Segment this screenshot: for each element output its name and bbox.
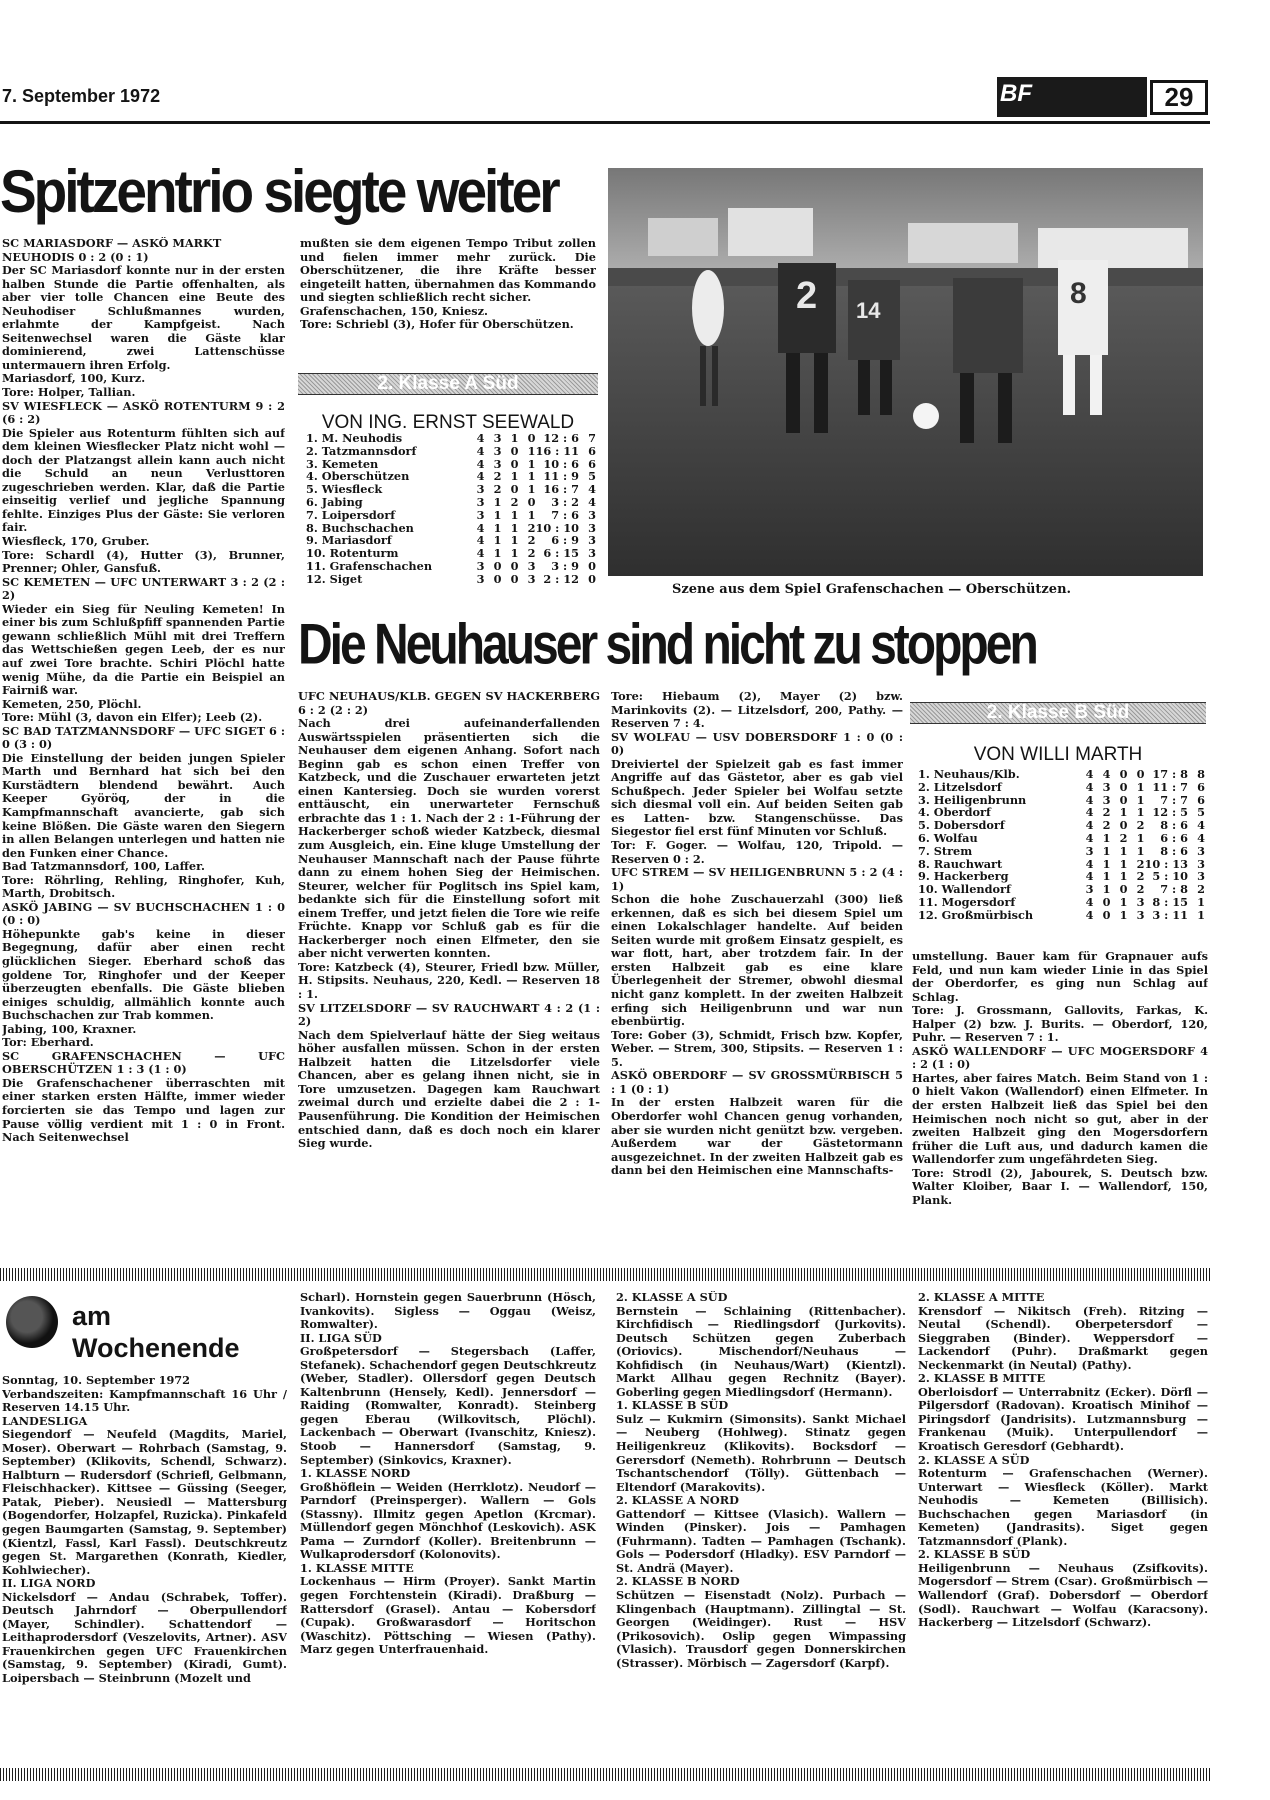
section-divider-top xyxy=(0,1268,1210,1281)
team-name: 7. Loipersdorf xyxy=(306,507,396,522)
stat-cell: 1 xyxy=(1102,830,1111,845)
stat-cell: 1 xyxy=(493,494,502,509)
stat-cell: 4 xyxy=(588,482,596,497)
article-2-column-1: UFC NEUHAUS/KLB. GEGEN SV HACKERBERG 6 : 2 (2 : 2) Nach drei aufeinanderfallenden Auswärtsspielen präsentierten sich die Neuhauser dem eigenen Anhang. Sofort nach Beginn gab es schon einen Treffer von Katzbeck, und die Zuschauer erwarteten jetzt einen Kantersieg. Doch sie wurden vorerst enttäuscht, ein unerwarteter Fernschuß erbrachte das 1 : 1. Nach der 2 : 1-Führung der Hackerberger schoß wieder Katzbeck, diesmal zum Ausgleich, ein. Eine kluge Umstellung der Neuhauser Mannschaft nach der Pause führte dann zu einem hohen Sieg der Heimischen. Steurer, welcher für Poglitsch ins Spiel kam, bedankte sich für die Einstellung sofort mit einem Treffer, und jetzt fielen die Tore wie reife Früchte. Knapp vor Schluß gab es für die Hackerberger noch einen Elfmeter, den sie aber nicht verwerten konnten. Tore: Katzbeck (4), Steurer, Friedl bzw. Müller, H. Stipsits. Neuhaus, 220, Kedl. — Reserven 18 : 1. SV LITZELSDORF — SV RAUCHWART 4 : 2 (1 : 2) Nach dem Spielverlauf hätte der Sieg weitaus höher ausfallen müssen. Schon in der ersten Halbzeit hatten die Litzelsdorfer viele Chancen, aber es gelang ihnen nicht, sie in Tore umzusetzen. Dagegen kam Rauchwart zweimal durch und erzielte dabei die 2 : 1-Pausenführung. Die Kondition der Heimischen entschied dann, daß es doch noch ein klarer Sieg wurde. xyxy=(298,690,600,1151)
team-name: 4. Oberdorf xyxy=(918,805,991,820)
stat-cell: 6 xyxy=(1197,779,1205,794)
stat-cell: 3 xyxy=(1136,894,1145,909)
stat-cell: 1 xyxy=(1136,792,1145,807)
stat-cell: 2 xyxy=(1136,882,1145,897)
stat-cell: 2 xyxy=(527,520,536,535)
stat-cell: 1 xyxy=(510,546,519,561)
stat-cell: 1 xyxy=(527,456,536,471)
stat-cell: 0 xyxy=(1119,818,1128,833)
table-a-byline: VON ING. ERNST SEEWALD xyxy=(321,412,575,433)
stat-cell: 16 : 11 xyxy=(535,443,579,458)
team-name: 11. Mogersdorf xyxy=(918,894,1016,909)
stat-cell: 1 xyxy=(510,507,519,522)
stat-cell: 1 xyxy=(510,520,519,535)
stat-cell: 16 : 7 xyxy=(543,482,579,497)
team-name: 3. Heiligenbrunn xyxy=(918,792,1027,807)
match-photo-image xyxy=(608,168,1203,576)
standings-row xyxy=(918,845,1205,858)
stat-cell: 3 xyxy=(588,533,596,548)
stat-cell: 1 xyxy=(1119,856,1128,871)
stat-cell: 3 : 11 xyxy=(1152,907,1188,922)
stat-cell: 3 xyxy=(588,507,596,522)
stat-cell: 3 xyxy=(476,494,485,509)
stat-cell: 4 xyxy=(1102,767,1111,781)
stat-cell: 2 xyxy=(1102,818,1111,833)
stat-cell: 3 xyxy=(527,571,536,586)
team-name: 12. Siget xyxy=(306,571,363,586)
stat-cell: 0 xyxy=(1119,767,1128,781)
stat-cell: 3 xyxy=(476,482,485,497)
stat-cell: 3 xyxy=(476,558,485,573)
stat-cell: 2 xyxy=(510,494,519,509)
stat-cell: 0 xyxy=(588,571,596,586)
section-divider-bottom xyxy=(0,1768,1210,1781)
stat-cell: 2 xyxy=(527,546,536,561)
stat-cell: 2 : 12 xyxy=(543,571,579,586)
team-name: 6. Jabing xyxy=(306,494,363,509)
stat-cell: 3 xyxy=(1136,907,1145,922)
weekend-column-3: 2. KLASSE A SÜD Bernstein — Schlaining (Rittenbacher). Kirchfidisch — Riedlingsdorf (Jurkovits). Deutsch Schützen gegen Zuberbach (Oriovics). Mischendorf/Neuhaus — Kohfidisch (in Neuhaus/Wart) (Kientzl). Markt Allhau gegen Rechnitz (Bayer). Goberling gegen Miedlingsdorf (Hermann). 1. KLASSE B SÜD Sulz — Kukmirn (Simonsits). Sankt Michael — Neuberg (Hohlweg). Stinatz gegen Heiligenkreuz (Klikovits). Bocksdorf — Gerersdorf (Nemeth). Rohrbrunn — Deutsch Tschantschendorf (Tölly). Güttenbach — Eltendorf (Marakovits). 2. KLASSE A NORD Gattendorf — Kittsee (Vlasich). Wallern — Winden (Pinsker). Jois — Pamhagen (Fuhrmann). Tadten — Pamhagen (Tschank). Gols — Podersdorf (Hladky). ESV Parndorf — St. Andrä (Mayer). 2. KLASSE B NORD Schützen — Eisenstadt (Nolz). Purbach — Klingenbach (Hauptmann). Zillingtal — St. Georgen (Weidinger). Rust — HSV (Prikosovich). Oslip gegen Wimpassing (Vlasich). Trausdorf gegen Donnerskirchen (Strasser). Mörbisch — Zagersdorf (Karpf). xyxy=(616,1291,906,1670)
stat-cell: 8 xyxy=(1197,767,1205,781)
publication-logo: BF xyxy=(1000,80,1032,107)
stat-cell: 7 xyxy=(588,431,596,445)
stat-cell: 0 xyxy=(510,443,519,458)
team-name: 8. Rauchwart xyxy=(918,856,1003,871)
stat-cell: 8 : 15 xyxy=(1152,894,1188,909)
stat-cell: 0 xyxy=(1102,894,1111,909)
issue-date: 7. September 1972 xyxy=(2,86,161,106)
standings-row xyxy=(918,896,1205,909)
stat-cell: 5 xyxy=(1197,805,1205,820)
stat-cell: 1 xyxy=(1197,907,1205,922)
team-name: 9. Mariasdorf xyxy=(306,533,392,548)
stat-cell: 1 xyxy=(1136,805,1145,820)
stat-cell: 4 xyxy=(1085,869,1094,884)
stat-cell: 3 xyxy=(476,507,485,522)
stat-cell: 8 : 6 xyxy=(1160,843,1188,858)
stat-cell: 0 xyxy=(527,494,536,509)
stat-cell: 1 xyxy=(1197,894,1205,909)
stat-cell: 1 xyxy=(527,482,536,497)
photo-caption: Szene aus dem Spiel Grafenschachen — Oberschützen. xyxy=(672,582,1072,597)
stat-cell: 6 xyxy=(588,456,596,471)
stat-cell: 3 xyxy=(1197,869,1205,884)
stat-cell: 12 : 6 xyxy=(543,431,579,445)
stat-cell: 3 xyxy=(588,546,596,561)
table-a-title: 2. Klasse A Süd xyxy=(298,373,598,395)
stat-cell: 3 : 9 xyxy=(551,558,579,573)
stat-cell: 4 xyxy=(1085,830,1094,845)
standings-row xyxy=(306,509,596,522)
stat-cell: 1 xyxy=(493,507,502,522)
stat-cell: 1 xyxy=(510,469,519,484)
stat-cell: 10 : 6 xyxy=(543,456,579,471)
article-1-column-1: SC MARIASDORF — ASKÖ MARKT NEUHODIS 0 : 2 (0 : 1) Der SC Mariasdorf konnte nur in der ersten halben Stunde die Partie offenhalten, als aber vier tolle Chancen eine Beute des Neuhodiser Schlußmannes wurden, erlahmte der Kampfgeist. Nach Seitenwechsel waren die Gäste klar dominierend, zwei Lattenschüsse untermauern ihren Erfolg. Mariasdorf, 100, Kurz. Tore: Holper, Tallian. SV WIESFLECK — ASKÖ ROTENTURM 9 : 2 (6 : 2) Die Spieler aus Rotenturm fühlten sich auf dem kleinen Wiesflecker Platz nicht wohl — doch der Platzangst allein kann auch nicht die Schuld an neun Verlusttoren zugeschrieben werden. Klar, daß die Partie einseitig verlief und jegliche Spannung fehlte. Einziges Plus der Gäste: Sie verloren fair. Wiesfleck, 170, Gruber. Tore: Schardl (4), Hutter (3), Brunner, Prenner; Ohler, Gansfuß. SC KEMETEN — UFC UNTERWART 3 : 2 (2 : 2) Wieder ein Sieg für Neuling Kemeten! In einer bis zum Schlußpfiff spannenden Partie gewann schließlich Mühl mit drei Treffern das Wettschießen gegen Leeb, der es nur auf zwei Tore brachte. Schiri Plöchl hatte wenig Mühe, da die Partie ein Beispiel an Fairniß war. Kemeten, 250, Plöchl. Tore: Mühl (3, davon ein Elfer); Leeb (2). SC BAD TATZMANNSDORF — UFC SIGET 6 : 0 (3 : 0) Die Einstellung der beiden jungen Spieler Marth und Bernhard hat sich bei den Kurstädtern blendend bewährt. Auch Keeper Györöq, der in die Kampfmannschaft avancierte, gab sich keine Blößen. Die Gäste waren den Siegern in allen Belangen unterlegen und hatten nie den Funken einer Chance. Bad Tatzmannsdorf, 100, Laffer. Tore: Röhrling, Rehling, Ringhofer, Kuh, Marth, Drobitsch. ASKÖ JABING — SV BUCHSCHACHEN 1 : 0 (0 : 0) Höhepunkte gab's keine in dieser Begegnung, dafür aber einen recht glücklichen Sieger. Eberhard schoß das goldene Tor, Ringhofer und der Keeper überzeugten ebenfalls. Die Gäste blieben einiges schuldig, allmählich konnte auch Buchschachen zur Trab kommen. Jabing, 100, Kraxner. Tor: Eberhard. SC GRAFENSCHACHEN — UFC OBERSCHÜTZEN 1 : 3 (1 : 0) Die Grafenschachener überraschten mit einer starken ersten Hälfte, immer wieder forcierten sie das Tempo und lagen zur Pause völlig verdient mit 1 : 0 in Front. Nach Seitenwechsel xyxy=(2,237,285,1145)
stat-cell: 1 xyxy=(1119,805,1128,820)
team-name: 12. Großmürbisch xyxy=(918,907,1034,922)
stat-cell: 1 xyxy=(1119,843,1128,858)
team-name: 2. Tatzmannsdorf xyxy=(306,443,417,458)
standings-table-b xyxy=(918,768,1205,922)
standings-row xyxy=(918,832,1205,845)
team-name: 8. Buchschachen xyxy=(306,520,414,535)
stat-cell: 2 xyxy=(1136,869,1145,884)
team-name: 5. Dobersdorf xyxy=(918,818,1005,833)
stat-cell: 4 xyxy=(476,546,485,561)
stat-cell: 1 xyxy=(527,507,536,522)
stat-cell: 3 xyxy=(1197,856,1205,871)
article-1-column-2: mußten sie dem eigenen Tempo Tribut zollen und fielen immer mehr zurück. Die Oberschützener, die ihre Kräfte besser eingeteilt hatten, übernahmen das Kommando und siegten schließlich recht sicher. Grafenschachen, 150, Kniesz. Tore: Schriebl (3), Hofer für Oberschützen. xyxy=(300,237,596,332)
stat-cell: 3 xyxy=(588,520,596,535)
stat-cell: 12 : 5 xyxy=(1152,805,1188,820)
team-name: 10. Wallendorf xyxy=(918,882,1011,897)
stat-cell: 0 xyxy=(1102,907,1111,922)
stat-cell: 7 : 6 xyxy=(551,507,579,522)
stat-cell: 0 xyxy=(493,558,502,573)
stat-cell: 4 xyxy=(1085,818,1094,833)
stat-cell: 11 : 7 xyxy=(1152,779,1188,794)
stat-cell: 4 xyxy=(1197,830,1205,845)
team-name: 1. M. Neuhodis xyxy=(306,431,403,445)
stat-cell: 1 xyxy=(527,469,536,484)
stat-cell: 3 : 2 xyxy=(551,494,579,509)
stat-cell: 4 xyxy=(1085,779,1094,794)
stat-cell: 1 xyxy=(493,546,502,561)
stat-cell: 1 xyxy=(1102,843,1111,858)
stat-cell: 0 xyxy=(510,558,519,573)
stat-cell: 2 xyxy=(1197,882,1205,897)
stat-cell: 3 xyxy=(493,443,502,458)
weekend-column-4: 2. KLASSE A MITTE Krensdorf — Nikitsch (Freh). Ritzing — Neutal (Schendl). Oberpetersdorf — Sieggraben (Binder). Weppersdorf — Lackendorf (Puhr). Draßmarkt gegen Neckenmarkt (in Neutal) (Pathy). 2. KLASSE B MITTE Oberloisdorf — Unterrabnitz (Ecker). Dörfl — Pilgersdorf (Radovan). Kroatisch Minihof — Piringsdorf (Jandrisits). Lutzmannsburg — Frankenau (Muik). Unterpullendorf — Kroatisch Geresdorf (Gebhardt). 2. KLASSE A SÜD Rotenturm — Grafenschachen (Werner). Unterwart — Wiesfleck (Köller). Markt Neuhodis — Kemeten (Billisich). Buchschachen gegen Mariasdorf (in Kemeten) (Jandrasits). Siget gegen Tatzmannsdorf (Plank). 2. KLASSE B SÜD Heiligenbrunn — Neuhaus (Zsifkovits). Mogersdorf — Strem (Csar). Großmürbisch — Wallendorf (Graf). Dobersdorf — Oberdorf (Sodl). Rauchwart — Wolfau (Karacsony). Hackerberg — Litzelsdorf (Schwarz). xyxy=(918,1291,1208,1630)
team-name: 3. Kemeten xyxy=(306,456,379,471)
standings-row xyxy=(918,781,1205,794)
stat-cell: 10 : 10 xyxy=(535,520,579,535)
stat-cell: 1 xyxy=(493,533,502,548)
team-name: 6. Wolfau xyxy=(918,830,978,845)
svg-text:8: 8 xyxy=(1070,277,1087,310)
standings-row xyxy=(306,573,596,586)
stat-cell: 4 xyxy=(1197,818,1205,833)
stat-cell: 3 xyxy=(1102,792,1111,807)
stat-cell: 1 xyxy=(1119,869,1128,884)
article-1-headline: Spitzentrio siegte weiter xyxy=(0,157,558,226)
stat-cell: 0 xyxy=(510,571,519,586)
stat-cell: 1 xyxy=(510,431,519,445)
article-2-column-2: Tore: Hiebaum (2), Mayer (2) bzw. Marinkovits (2). — Litzelsdorf, 200, Pathy. — Reserven 7 : 4. SV WOLFAU — USV DOBERSDORF 1 : 0 (0 : 0) Dreiviertel der Spielzeit gab es fast immer Angriffe auf das Gästetor, aber es gab viel Schußpech. Jeder Spieler bei Wolfau setzte sich diesmal voll ein. Auf beiden Seiten gab es Latten- bzw. Stangenschüsse. Das Siegestor fiel erst fünf Minuten vor Schluß. Tor: F. Goger. — Wolfau, 120, Tripold. — Reserven 0 : 2. UFC STREM — SV HEILIGENBRUNN 5 : 2 (4 : 1) Schon die hohe Zuschauerzahl (300) ließ erkennen, daß es sich bei diesem Spiel um einen Lokalschlager handelte. Auf beiden Seiten wurde mit großem Einsatz gespielt, es war flott, hart, aber trotzdem fair. In der ersten Halbzeit gab es eine klare Überlegenheit der Stremer, obwohl diesmal nicht ganz komplett. In der zweiten Halbzeit erfing sich Heiligenbrunn und war nun ebenbürtig. Tore: Gober (3), Schmidt, Frisch bzw. Kopfer, Weber. — Strem, 300, Stipsits. — Reserven 1 : 5. ASKÖ OBERDORF — SV GROSSMÜRBISCH 5 : 1 (0 : 1) In der ersten Halbzeit waren für die Oberdorfer wohl Chancen genug vorhanden, aber sie wurden nicht genützt bzw. vergeben. Außerdem war der Gästetormann ausgezeichnet. In der zweiten Halbzeit gab es dann bei den Heimischen eine Mannschafts- xyxy=(611,690,903,1178)
stat-cell: 4 xyxy=(1085,907,1094,922)
stat-cell: 1 xyxy=(1136,830,1145,845)
stat-cell: 0 xyxy=(493,571,502,586)
svg-text:14: 14 xyxy=(856,298,881,323)
stat-cell: 5 : 10 xyxy=(1152,869,1188,884)
weekend-title-line-2: Wochenende xyxy=(72,1333,240,1363)
stat-cell: 0 xyxy=(1119,792,1128,807)
article-2-column-3: umstellung. Bauer kam für Grapnauer aufs Feld, und nun kam wieder Linie in das Spiel der Oberdorfer, es ging nun Schlag auf Schlag. Tore: J. Grossmann, Gallovits, Farkas, K. Halper (2) bzw. J. Burits. — Oberdorf, 120, Puhr. — Reserven 7 : 1. ASKÖ WALLENDORF — UFC MOGERSDORF 4 : 2 (1 : 0) Hartes, aber faires Match. Beim Stand von 1 : 0 hielt Vakon (Wallendorf) einen Elfmeter. In der ersten Halbzeit ließ das Spiel bei den Heimischen noch nicht so gut, aber in der zweiten Halbzeit ging den Mogersdorfern früher die Luft aus, und dadurch kamen die Wallendorfer zum ungefährdeten Sieg. Tore: Strodl (2), Jabourek, S. Deutsch bzw. Walter Kloiber, Baar I. — Wallendorf, 150, Plank. xyxy=(912,950,1208,1207)
stat-cell: 7 : 7 xyxy=(1160,792,1188,807)
team-name: 9. Hackerberg xyxy=(918,869,1009,884)
stat-cell: 4 xyxy=(476,520,485,535)
article-2-headline: Die Neuhauser sind nicht zu stoppen xyxy=(298,613,1036,677)
page-number: 29 xyxy=(1164,82,1194,112)
football-icon xyxy=(6,1296,58,1348)
weekend-column-2: Scharl). Hornstein gegen Sauerbrunn (Hösch, Ivankovits). Sigless — Oggau (Weisz, Romwalter). II. LIGA SÜD Großpetersdorf — Stegersbach (Laffer, Stefanek). Schachendorf gegen Deutschkreutz (Weber, Stadler). Ollersdorf gegen Deutsch Kaltenbrunn (Hensely, Kedl). Jennersdorf — Raiding (Romwalter, Konradt). Steinberg gegen Eberau (Wilkovitsch, Plöchl). Lackenbach — Oberwart (Ivanschitz, Kniesz). Stoob — Hannersdorf (Samstag, 9. September) (Sinkovics, Kraxner). 1. KLASSE NORD Großhöflein — Weiden (Herrklotz). Neudorf — Parndorf (Preinsperger). Wallern — Gols (Stassny). Illmitz gegen Apetlon (Krcmar). Müllendorf gegen Mönchhof (Leskovich). ASK Pama — Zurndorf (Koller). Breitenbrunn — Wulkaprodersdorf (Kolonovits). 1. KLASSE MITTE Lockenhaus — Hirm (Proyer). Sankt Martin gegen Forchtenstein (Kiradi). Draßburg — Rattersdorf (Grasel). Antau — Kobersdorf (Cupak). Großwarasdorf — Horitschon (Waschitz). Pöttsching — Wiesen (Pathy). Marz gegen Unterfrauenhaid. xyxy=(300,1291,596,1657)
stat-cell: 5 xyxy=(588,469,596,484)
standings-row xyxy=(306,445,596,458)
stat-cell: 0 xyxy=(588,558,596,573)
stat-cell: 8 : 6 xyxy=(1160,818,1188,833)
stat-cell: 0 xyxy=(1119,882,1128,897)
stat-cell: 4 xyxy=(476,443,485,458)
stat-cell: 1 xyxy=(493,520,502,535)
stat-cell: 17 : 8 xyxy=(1152,767,1188,781)
standings-table-a xyxy=(306,432,596,586)
stat-cell: 0 xyxy=(1136,767,1145,781)
stat-cell: 3 xyxy=(476,571,485,586)
standings-row xyxy=(306,560,596,573)
stat-cell: 1 xyxy=(1102,856,1111,871)
stat-cell: 4 xyxy=(1085,805,1094,820)
stat-cell: 4 xyxy=(1085,792,1094,807)
stat-cell: 0 xyxy=(510,482,519,497)
stat-cell: 6 xyxy=(588,443,596,458)
stat-cell: 4 xyxy=(588,494,596,509)
weekend-title xyxy=(72,1300,240,1364)
stat-cell: 6 : 15 xyxy=(543,546,579,561)
stat-cell: 2 xyxy=(493,469,502,484)
stat-cell: 3 xyxy=(493,431,502,445)
stat-cell: 4 xyxy=(476,456,485,471)
table-b-byline: VON WILLI MARTH xyxy=(973,744,1143,765)
table-b-title: 2. Klasse B Süd xyxy=(910,702,1206,724)
stat-cell: 2 xyxy=(493,482,502,497)
stat-cell: 4 xyxy=(476,431,485,445)
team-name: 4. Oberschützen xyxy=(306,469,410,484)
standings-row xyxy=(306,496,596,509)
stat-cell: 11 : 9 xyxy=(543,469,579,484)
stat-cell: 3 xyxy=(493,456,502,471)
stat-cell: 10 : 13 xyxy=(1144,856,1188,871)
team-name: 1. Neuhaus/Klb. xyxy=(918,767,1020,781)
stat-cell: 2 xyxy=(1102,805,1111,820)
stat-cell: 1 xyxy=(1102,882,1111,897)
weekend-title-line-1: am xyxy=(72,1301,112,1331)
stat-cell: 6 : 6 xyxy=(1160,830,1188,845)
standings-row xyxy=(306,432,596,445)
stat-cell: 3 xyxy=(1085,843,1094,858)
weekend-column-1: Sonntag, 10. September 1972 Verbandszeiten: Kampfmannschaft 16 Uhr / Reserven 14.15 Uhr. LANDESLIGA Siegendorf — Neufeld (Magdits, Mariel, Moser). Oberwart — Rohrbach (Samstag, 9. September) (Klikovits, Schendl, Schwarz). Halbturn — Rudersdorf (Schriefl, Gelbmann, Fleischhacker). Kittsee — Güssing (Seeger, Patak, Pieber). Neusiedl — Mattersburg (Bogendorfer, Holzapfel, Ruzicka). Pinkafeld gegen Baumgarten (Samstag, 9. September) (Kientzl, Fassl, Karl Fassl). Deutschkreutz gegen St. Margarethen (Konrath, Kiedler, Kohlwiecher). II. LIGA NORD Nickelsdorf — Andau (Schrabek, Toffer). Deutsch Jahrndorf — Oberpullendorf (Mayer, Schindler). Schattendorf — Leithaprodersdorf (Veszelovits, Artner). ASV Frauenkirchen gegen UFC Frauenkirchen (Samstag, 9. September) (Kiradi, Gumt). Loipersbach — Steinbrunn (Mozelt und xyxy=(2,1374,287,1686)
team-name: 2. Litzelsdorf xyxy=(918,779,1002,794)
masthead-rule xyxy=(0,121,1210,124)
team-name: 7. Strem xyxy=(918,843,973,858)
stat-cell: 4 xyxy=(476,533,485,548)
stat-cell: 1 xyxy=(1119,894,1128,909)
stat-cell: 4 xyxy=(1085,894,1094,909)
svg-text:2: 2 xyxy=(796,275,818,317)
stat-cell: 3 xyxy=(1197,843,1205,858)
stat-cell: 4 xyxy=(476,469,485,484)
stat-cell: 3 xyxy=(1102,779,1111,794)
stat-cell: 1 xyxy=(510,533,519,548)
stat-cell: 0 xyxy=(527,431,536,445)
team-name: 5. Wiesfleck xyxy=(306,482,383,497)
standings-row xyxy=(918,768,1205,781)
stat-cell: 0 xyxy=(510,456,519,471)
stat-cell: 1 xyxy=(1119,907,1128,922)
stat-cell: 1 xyxy=(527,443,536,458)
stat-cell: 0 xyxy=(1119,779,1128,794)
stat-cell: 6 xyxy=(1197,792,1205,807)
stat-cell: 2 xyxy=(1136,856,1145,871)
stat-cell: 2 xyxy=(1119,830,1128,845)
stat-cell: 1 xyxy=(1136,843,1145,858)
stat-cell: 3 xyxy=(1085,882,1094,897)
stat-cell: 1 xyxy=(1136,779,1145,794)
stat-cell: 6 : 9 xyxy=(551,533,579,548)
match-photo xyxy=(608,168,1203,576)
stat-cell: 2 xyxy=(1136,818,1145,833)
stat-cell: 7 : 8 xyxy=(1160,882,1188,897)
stat-cell: 4 xyxy=(1085,856,1094,871)
standings-row xyxy=(918,909,1205,922)
stat-cell: 4 xyxy=(1085,767,1094,781)
team-name: 10. Rotenturm xyxy=(306,546,399,561)
stat-cell: 3 xyxy=(527,558,536,573)
stat-cell: 2 xyxy=(527,533,536,548)
team-name: 11. Grafenschachen xyxy=(306,558,433,573)
stat-cell: 1 xyxy=(1102,869,1111,884)
